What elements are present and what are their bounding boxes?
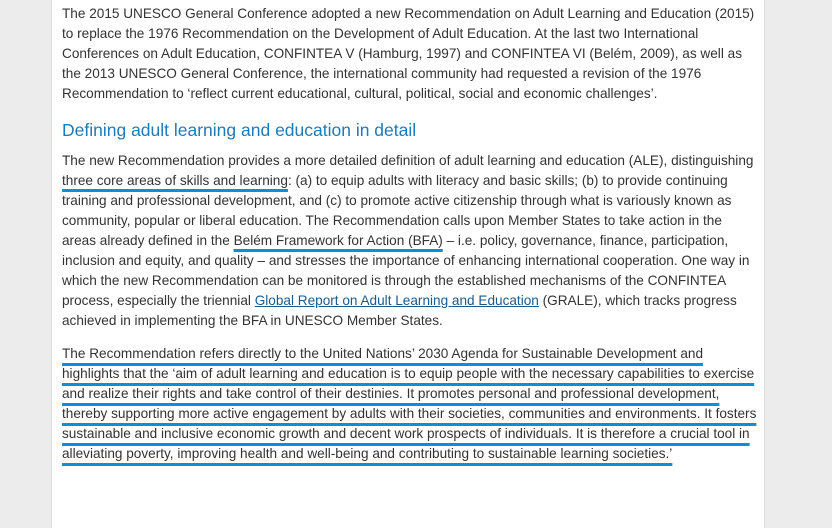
paragraph-text: The new Recommendation provides a more detailed definition of adult learning and education (ALE), distinguishing <box>62 153 754 168</box>
highlight-core-areas: three core areas of skills and learning <box>62 173 288 188</box>
paragraph-text: (GRALE), which tracks progress achieved in implementing the BFA in UNESCO Member States. <box>62 293 737 328</box>
section-heading: Defining adult learning and education in detail <box>62 120 417 140</box>
article-content <box>62 4 757 464</box>
agenda-paragraph <box>62 344 757 464</box>
paragraph-text: – i.e. policy, governance, finance, participation, inclusion and equity, and quality – and stresses the importance of enhancing international cooperation. One way in which the new Recommendation can be monitored is through the established mechanisms of the CONFINTEA process, especially the triennial <box>62 233 750 308</box>
article-page <box>51 0 765 528</box>
highlight-belem-framework: Belém Framework for Action (BFA) <box>233 233 443 248</box>
paragraph-text: : (a) to equip adults with literacy and basic skills; (b) to provide continuing training and professional development, and (c) to promote active citizenship through what is variously known as community, popular or liberal education. The Recommendation calls upon Member States to take action in the areas already defined in the <box>62 173 732 248</box>
definition-paragraph <box>62 151 757 331</box>
grale-link[interactable]: Global Report on Adult Learning and Education <box>254 293 539 308</box>
highlighted-agenda-text: The Recommendation refers directly to the United Nations’ 2030 Agenda for Sustainable Development and highlights that the ‘aim of adult learning and education is to equip people with the necessary capabilities to exercise and realize their rights and take control of their destinies. It promotes personal and professional development, thereby supporting more active engagement by adults with their societies, communities and environments. It fosters sustainable and inclusive economic growth and decent work prospects of individuals. It is therefore a crucial tool in alleviating poverty, improving health and well-being and contributing to sustainable learning societies.’ <box>62 346 757 461</box>
intro-paragraph: The 2015 UNESCO General Conference adopted a new Recommendation on Adult Learning and Education (2015) to replace the 1976 Recommendation on the Development of Adult Education. At the last two International Conferences on Adult Education, CONFINTEA V (Hamburg, 1997) and CONFINTEA VI (Belém, 2009), as well as the 2013 UNESCO General Conference, the international community had requested a revision of the 1976 Recommendation to ‘reflect current educational, cultural, political, social and economic challenges’. <box>62 6 755 101</box>
